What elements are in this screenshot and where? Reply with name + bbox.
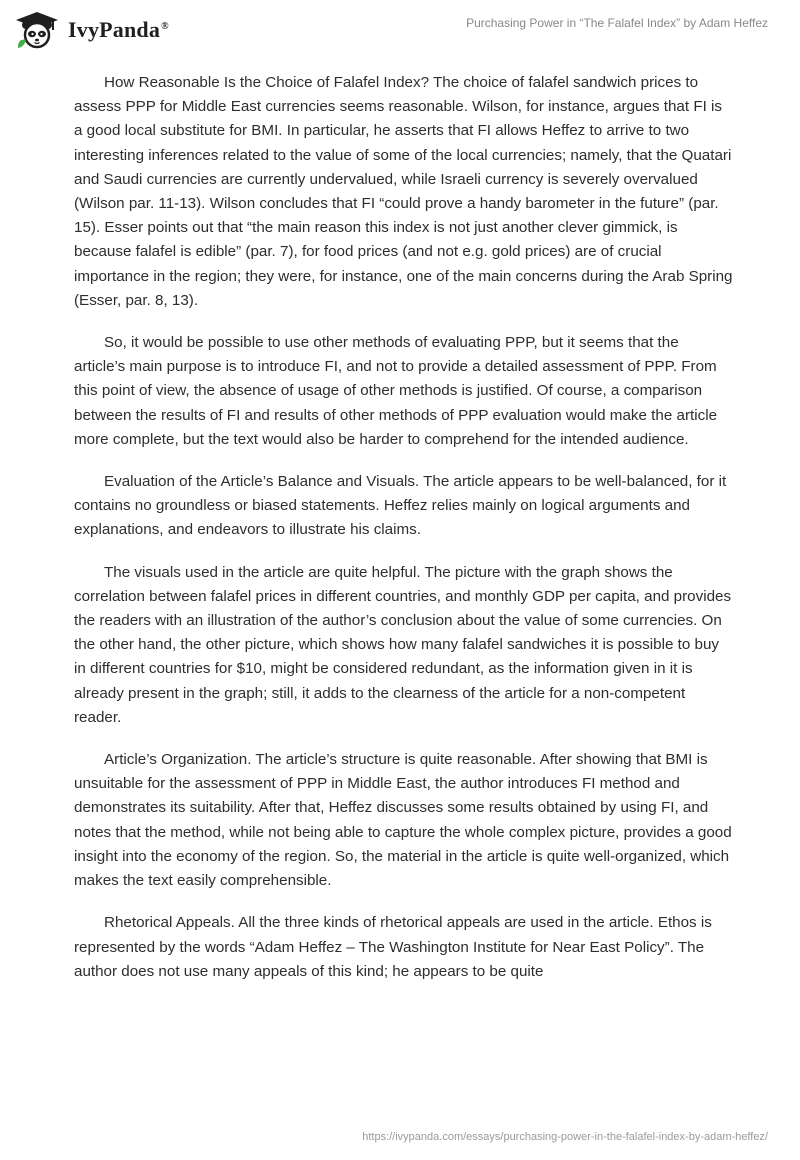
paragraph-balance: Evaluation of the Article’s Balance and Visuals. The article appears to be well-balanced, for it contains no groundless or biased statements. Heffez relies mainly on logical arguments and explanations, and endeavors to illustrate his claims. bbox=[74, 473, 727, 539]
paragraph-other-methods: So, it would be possible to use other methods of evaluating PPP, but it seems that the article’s main purpose is to introduce FI, and not to provide a detailed assessment of PPP. From this point of view, the absence of usage of other methods is justified. Of course, a comparison between the results of FI and results of other methods of PPP evaluation would make the article more complete, but the text would also be harder to comprehend for the intended audience. bbox=[74, 334, 718, 448]
paragraph-falafel-index-choice: How Reasonable Is the Choice of Falafel Index? The choice of falafel sandwich prices to assess PPP for Middle East currencies seems reasonable. Wilson, for instance, argues that FI is a good local substitute for BMI. In particular, he asserts that FI allows Heffez to arrive to two interesting inferences related to the value of some of the local currencies; namely, that the Quatari and Saudi currencies are currently undervalued, while Israeli currency is severely overvalued (Wilson par. 11-13). Wilson concludes that FI “could prove a handy barometer in the future” (par. 15). Esser points out that “the main reason this index is not just another clever gimmick, is because falafel is edible” (par. 7), for food prices (and not e.g. gold prices) are of crucial importance in the region; they were, for instance, one of the main concerns during the Arab Spring (Esser, par. 8, 13). bbox=[74, 74, 733, 309]
registered-mark: ® bbox=[161, 20, 169, 32]
paragraph-organization: Article’s Organization. The article’s structure is quite reasonable. After showing that BMI is unsuitable for the assessment of PPP in Middle East, the author introduces FI method and demonstrates its suitability. After that, Heffez discusses some results obtained by using FI, and notes that the method, while not being able to capture the whole complex picture, provides a good insight into the economy of the region. So, the material in the article is quite well-organized, which makes the text easily comprehensible. bbox=[74, 751, 732, 890]
document-title: Purchasing Power in “The Falafel Index” by Adam Heffez bbox=[466, 16, 768, 30]
brand-logo[interactable] bbox=[14, 10, 169, 50]
brand-name: IvyPanda® bbox=[68, 17, 169, 42]
source-url-link[interactable]: https://ivypanda.com/essays/purchasing-power-in-the-falafel-index-by-adam-heffez/ bbox=[362, 1131, 768, 1143]
essay-body bbox=[74, 71, 734, 1002]
paragraph-rhetorical-appeals: Rhetorical Appeals. All the three kinds of rhetorical appeals are used in the article. Ethos is represented by the words “Adam Heffez – The Washington Institute for Near East Policy”. The author does not use many appeals of this kind; he appears to be quite bbox=[74, 914, 712, 980]
panda-graduate-icon bbox=[14, 10, 60, 50]
page-header bbox=[0, 0, 800, 60]
paragraph-visuals: The visuals used in the article are quite helpful. The picture with the graph shows the correlation between falafel prices in different countries, and monthly GDP per capita, and provides the readers with an illustration of the author’s conclusion about the value of some currencies. On the other hand, the other picture, which shows how many falafel sandwiches it is possible to buy in different countries for $10, might be considered redundant, as the information given in it is already present in the graph; still, it adds to the clearness of the article for a non-competent reader. bbox=[74, 563, 732, 726]
